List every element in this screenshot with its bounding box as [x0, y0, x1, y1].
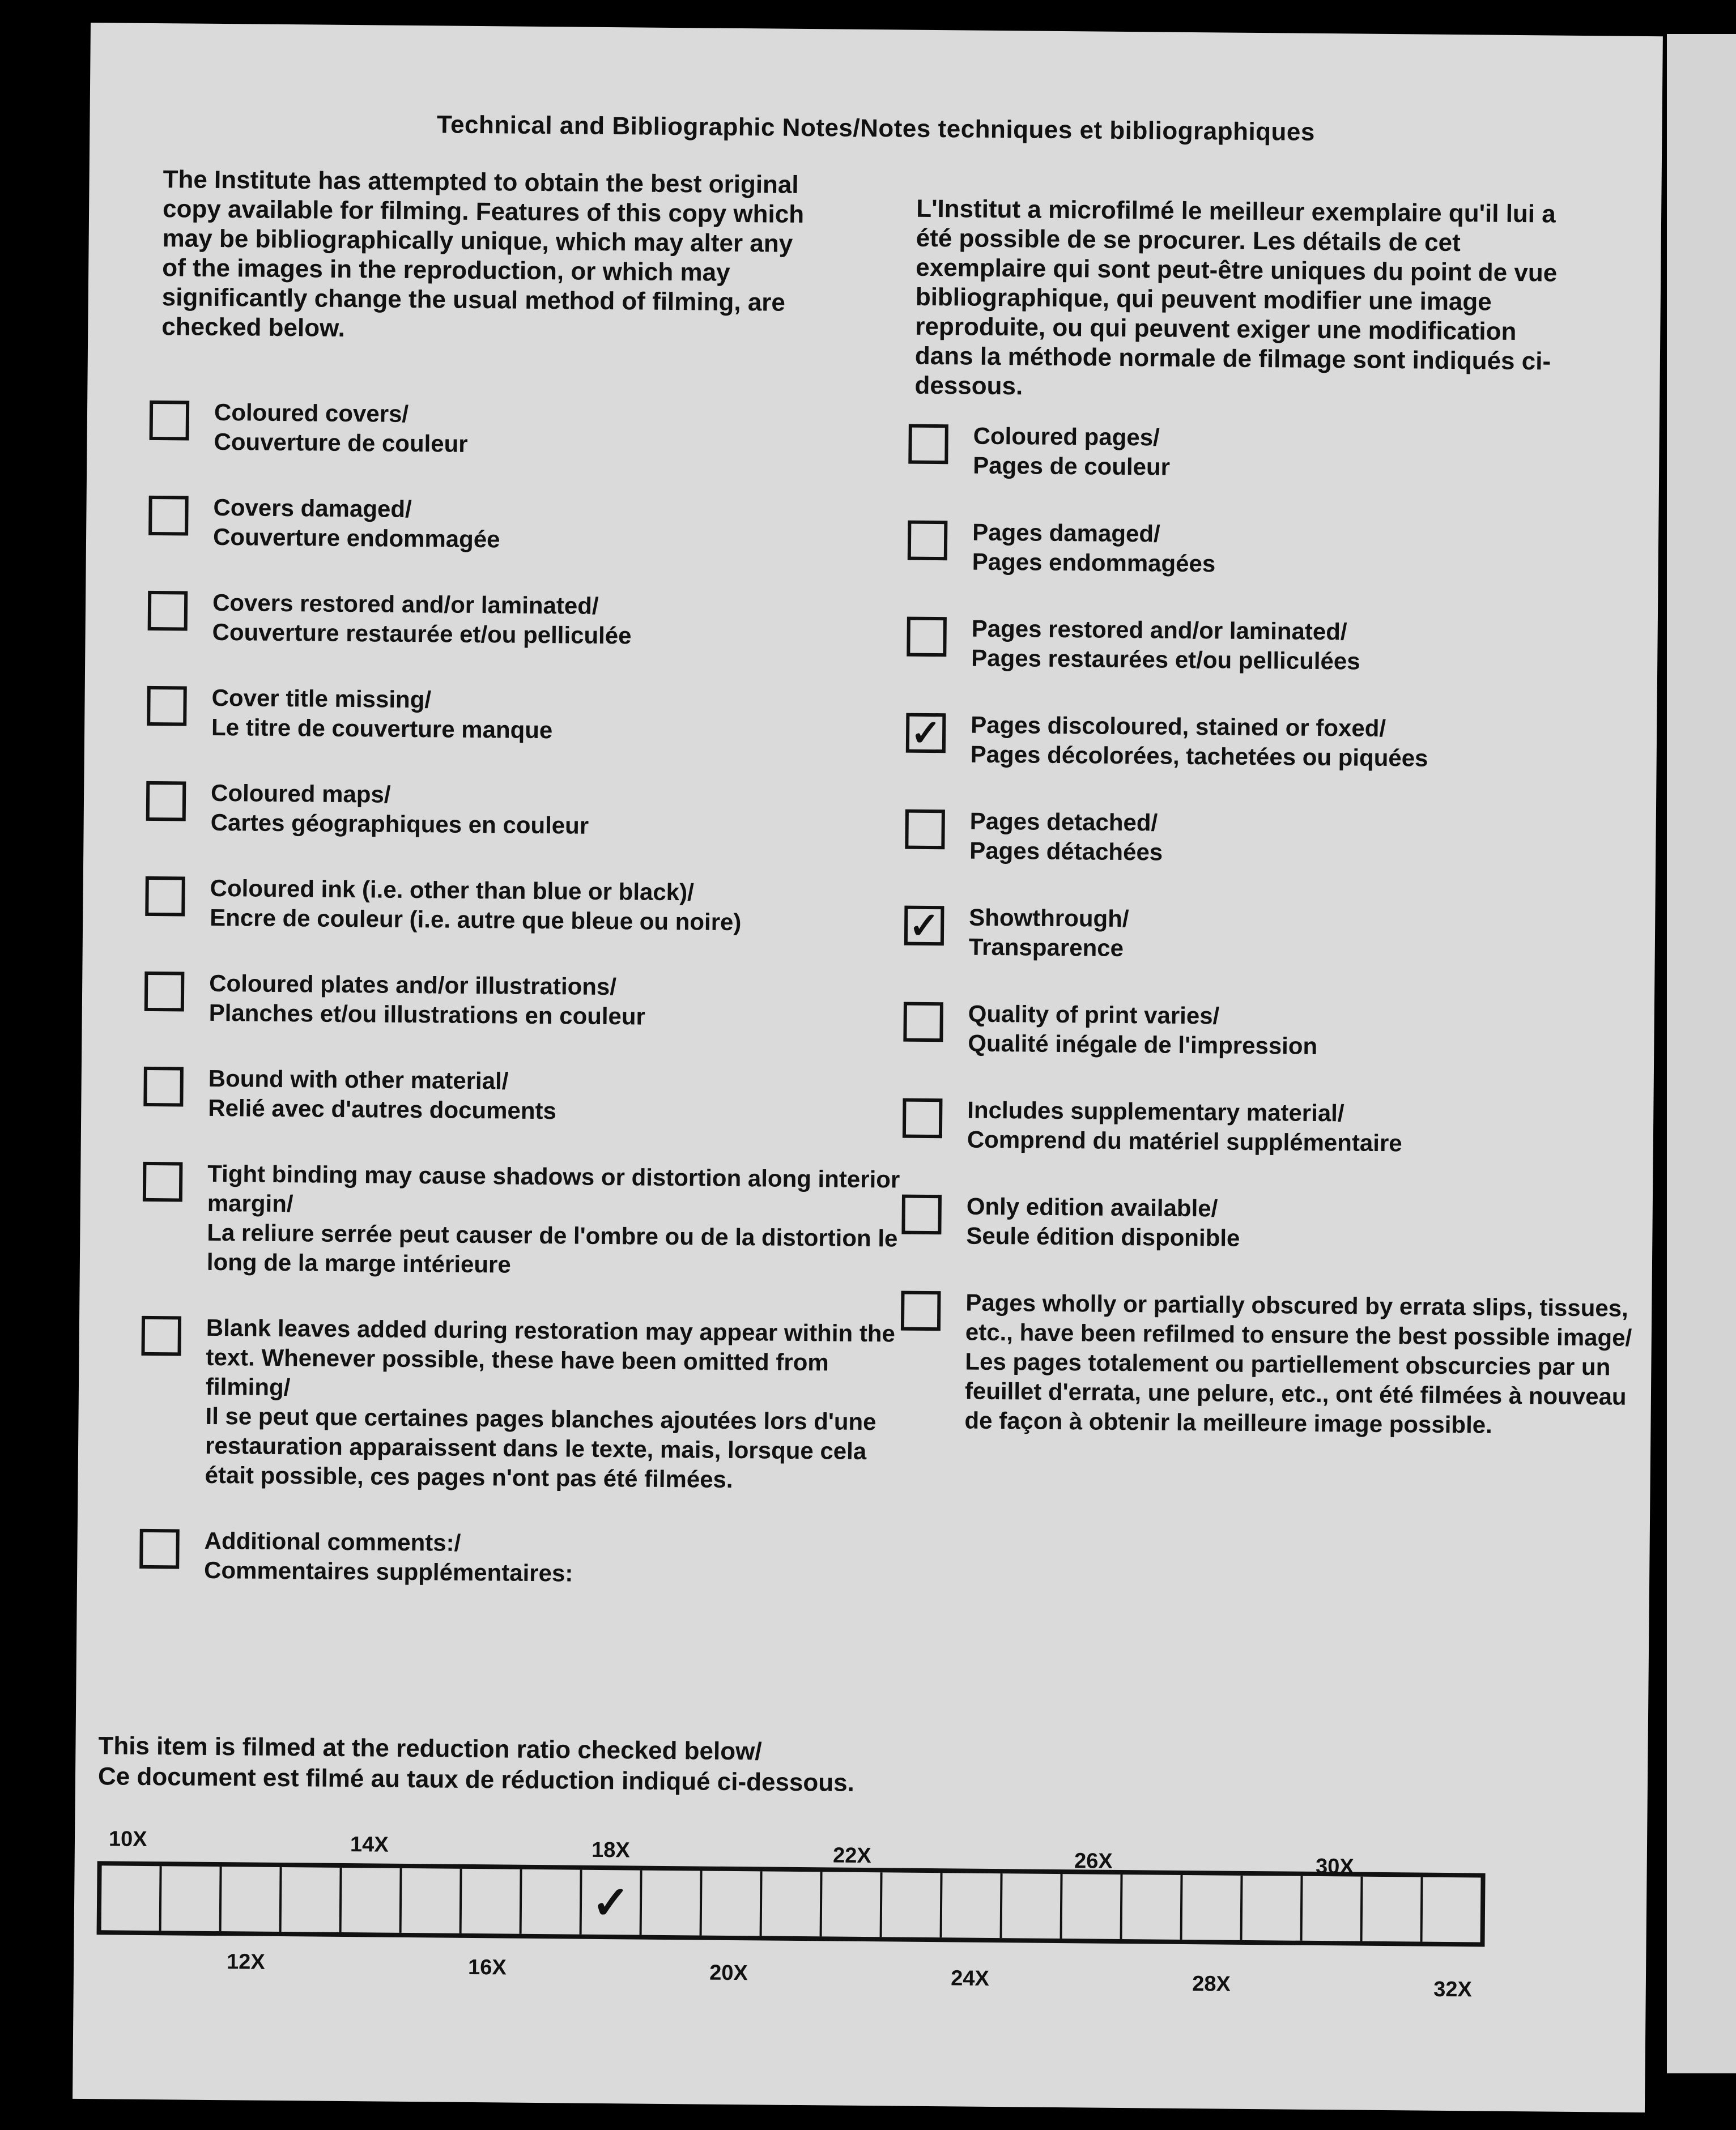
item-label-english: Coloured maps/: [210, 779, 391, 808]
ratio-label-top: 14X: [350, 1833, 389, 1857]
checklist-item: [903, 1095, 1640, 1160]
checklist-item: [900, 1288, 1637, 1441]
ratio-label-top: 18X: [591, 1838, 630, 1863]
ratio-cell[interactable]: [1002, 1873, 1063, 1939]
ratio-cell[interactable]: [642, 1871, 703, 1936]
ratio-label-top: 30X: [1315, 1854, 1354, 1879]
checklist-item: [907, 614, 1644, 679]
item-label-french: Relié avec d'autres documents: [208, 1094, 557, 1124]
item-label-english: Pages wholly or partially obscured by errata slips, tissues, etc., have been refilmed to ensure the best possible image/: [965, 1289, 1632, 1351]
ratio-cell[interactable]: [282, 1867, 342, 1932]
checklist-item: [144, 968, 904, 1034]
item-label-french: La reliure serrée peut causer de l'ombre ou de la distortion le long de la marge intérieure: [206, 1219, 898, 1278]
ratio-cell[interactable]: [882, 1872, 943, 1937]
item-label-english: Pages restored and/or laminated/: [971, 615, 1347, 645]
checklist-item: [906, 710, 1643, 775]
item-label-english: Cover title missing/: [211, 684, 432, 713]
checkbox[interactable]: [908, 424, 948, 465]
item-label-french: Pages de couleur: [973, 451, 1171, 480]
notes-sheet: [73, 23, 1663, 2112]
ratio-cell[interactable]: [1303, 1876, 1363, 1941]
ratio-cell[interactable]: [702, 1871, 763, 1936]
item-label-french: Planches et/ou illustrations en couleur: [209, 999, 646, 1030]
item-label-english: Pages detached/: [969, 807, 1158, 836]
ratio-label-bottom: 20X: [709, 1961, 748, 1986]
checklist-item: [140, 1313, 901, 1496]
reduction-ratio-grid: [97, 1861, 1486, 1946]
checked-checkbox[interactable]: ✓: [904, 906, 944, 946]
checklist-item: [901, 1191, 1639, 1256]
checkbox[interactable]: [905, 810, 945, 850]
checklist-item: [903, 999, 1640, 1064]
ratio-cell[interactable]: [342, 1868, 402, 1933]
checkbox[interactable]: [150, 401, 190, 441]
checkbox[interactable]: [139, 1529, 180, 1569]
checkbox[interactable]: [144, 972, 185, 1012]
item-label-english: Covers damaged/: [213, 493, 412, 522]
item-label-french: Couverture endommagée: [212, 523, 500, 553]
checklist-item: [146, 778, 905, 844]
item-label-french: Couverture de couleur: [214, 428, 468, 457]
ratio-label-bottom: 28X: [1192, 1972, 1231, 1996]
checkbox[interactable]: [147, 686, 187, 726]
checklist-item: [908, 421, 1645, 486]
checklist-item: [142, 1158, 903, 1283]
item-label-french: Seule édition disponible: [966, 1222, 1240, 1251]
item-label-english: Coloured plates and/or illustrations/: [209, 969, 617, 1000]
item-label-french: Pages restaurées et/ou pelliculées: [971, 644, 1360, 675]
item-label-french: Encre de couleur (i.e. autre que bleue ou noire): [210, 904, 742, 936]
item-label-french: Le titre de couverture manque: [211, 713, 553, 744]
checkbox[interactable]: [901, 1291, 941, 1331]
ratio-cell[interactable]: [1182, 1875, 1243, 1940]
ratio-cell[interactable]: [1423, 1877, 1481, 1942]
ratio-cell[interactable]: [1122, 1875, 1183, 1940]
ratio-label-bottom: 12X: [226, 1950, 265, 1974]
reduction-statement: [98, 1731, 855, 1799]
item-label-english: Pages discoloured, stained or foxed/: [971, 711, 1386, 742]
checkbox[interactable]: [903, 1098, 943, 1139]
checklist-item: [149, 397, 909, 463]
ratio-cell[interactable]: [822, 1872, 883, 1937]
checklist-item: [145, 873, 905, 939]
item-label-english: Blank leaves added during restoration may appear within the text. Whenever possible, these have been omitted from filming/: [205, 1314, 896, 1401]
checklist-item: [905, 806, 1642, 871]
checkbox[interactable]: [903, 1002, 943, 1042]
item-label-french: Pages détachées: [969, 837, 1163, 866]
checkbox[interactable]: [145, 876, 185, 917]
item-label-english: Only edition available/: [966, 1192, 1218, 1222]
checkbox[interactable]: [901, 1195, 942, 1235]
checkbox[interactable]: [907, 617, 947, 657]
checklist-item: [904, 902, 1641, 968]
ratio-cell[interactable]: [161, 1866, 222, 1931]
item-label-english: Coloured ink (i.e. other than blue or black)/: [210, 874, 694, 906]
ratio-cell[interactable]: [1243, 1876, 1303, 1941]
item-label-french: Les pages totalement ou partiellement obscurcies par un feuillet d'errata, une pelure, etc., ont été filmées à nouveau de façon à obtenir la meilleure image possible.: [964, 1348, 1627, 1438]
ratio-label-top: 10X: [108, 1827, 147, 1851]
ratio-cell[interactable]: [222, 1867, 282, 1932]
item-label-french: Transparence: [968, 933, 1124, 961]
checkbox[interactable]: [908, 521, 948, 561]
item-label-english: Coloured pages/: [973, 422, 1160, 451]
reduction-french: Ce document est filmé au taux de réduction indiqué ci-dessous.: [97, 1762, 855, 1797]
item-label-english: Additional comments:/: [204, 1527, 461, 1556]
checked-checkbox[interactable]: ✓: [906, 713, 946, 753]
ratio-cell[interactable]: [101, 1865, 162, 1931]
checkbox[interactable]: [148, 496, 189, 536]
item-label-french: Commentaires supplémentaires:: [203, 1556, 573, 1587]
ratio-cell[interactable]: ✓: [582, 1870, 643, 1935]
left-checklist: [139, 397, 909, 1628]
ratio-label-bottom: 16X: [467, 1955, 507, 1980]
reduction-english: This item is filmed at the reduction ratio checked below/: [98, 1732, 762, 1766]
ratio-cell[interactable]: [1363, 1877, 1423, 1942]
ratio-cell[interactable]: [942, 1873, 1003, 1938]
checklist-item: [139, 1526, 899, 1591]
item-label-french: Comprend du matériel supplémentaire: [967, 1126, 1402, 1157]
reduction-ratio-scale: [97, 1821, 1486, 2002]
item-label-english: Tight binding may cause shadows or distortion along interior margin/: [207, 1160, 900, 1217]
item-label-english: Showthrough/: [969, 904, 1129, 932]
ratio-cell[interactable]: [1062, 1874, 1123, 1939]
item-label-english: Pages damaged/: [972, 518, 1160, 547]
item-label-english: Coloured covers/: [214, 398, 409, 427]
ratio-cell[interactable]: [462, 1869, 522, 1934]
item-label-french: Couverture restaurée et/ou pelliculée: [212, 618, 632, 649]
ratio-cell[interactable]: [522, 1869, 582, 1935]
ratio-label-top: 22X: [832, 1843, 871, 1868]
checkbox[interactable]: [143, 1067, 184, 1107]
intro-french: L'Institut a microfilmé le meilleur exemplaire qu'il lui a été possible de se procurer. Les détails de cet exemplaire qui sont peut-être uniques du point de vue bibliographique, qui peuvent modifier une image reproduite, ou qui peuvent exiger une modification dans la méthode normale de filmage sont indiqués ci-dessous.: [914, 194, 1558, 401]
ratio-label-top: 26X: [1074, 1849, 1113, 1873]
checklist-item: [147, 683, 907, 748]
item-label-french: Pages endommagées: [972, 548, 1216, 577]
checklist-item: [148, 492, 908, 558]
item-label-french: Cartes géographiques en couleur: [210, 808, 589, 839]
page-title: Technical and Bibliographic Notes/Notes techniques et bibliographiques: [436, 110, 1316, 146]
checklist-item: [147, 587, 907, 653]
ratio-cell[interactable]: [762, 1871, 823, 1936]
checklist-item: [143, 1063, 903, 1129]
ratio-label-bottom: 32X: [1433, 1977, 1473, 2002]
item-label-french: Il se peut que certaines pages blanches ajoutées lors d'une restauration apparaissent dans le texte, mais, lorsque cela était possible, ces pages n'ont pas été filmées.: [205, 1402, 876, 1493]
item-label-english: Quality of print varies/: [968, 1000, 1220, 1029]
checkbox[interactable]: [146, 781, 186, 821]
checklist-item: [908, 517, 1645, 582]
checkbox[interactable]: [148, 591, 188, 631]
intro-english: The Institute has attempted to obtain the best original copy available for filming. Features of this copy which may be bibliographically unique, which may alter any of the images in the reproduction, or which may significantly change the usual method of filming, are checked below.: [161, 165, 805, 342]
item-label-french: Qualité inégale de l'impression: [968, 1029, 1318, 1059]
ratio-label-bottom: 24X: [950, 1966, 989, 1991]
adjacent-page-edge: [1667, 34, 1736, 2073]
ratio-cell[interactable]: [402, 1868, 462, 1933]
right-checklist: [900, 421, 1645, 1479]
item-label-french: Pages décolorées, tachetées ou piquées: [970, 740, 1428, 772]
item-label-english: Bound with other material/: [208, 1064, 509, 1094]
item-label-english: Covers restored and/or laminated/: [212, 589, 599, 619]
checkbox[interactable]: [143, 1162, 183, 1202]
checkbox[interactable]: [141, 1316, 181, 1356]
item-label-english: Includes supplementary material/: [967, 1096, 1344, 1127]
